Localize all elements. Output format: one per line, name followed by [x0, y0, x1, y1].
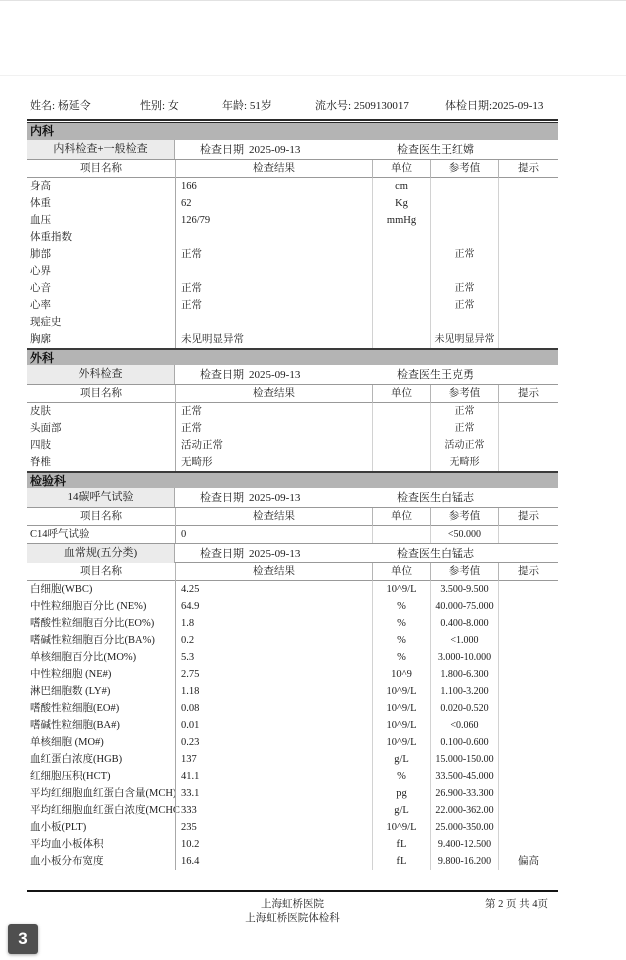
- patient-gender: 性别: 女: [140, 100, 179, 112]
- row-hint: [498, 297, 558, 314]
- row-result: [175, 263, 372, 280]
- section-title: 内科: [30, 124, 55, 138]
- row-hint: [498, 331, 558, 348]
- hospital-department: 上海虹桥医院体检科: [245, 913, 340, 924]
- subsection-meta-right: [175, 488, 558, 507]
- table-row: [27, 598, 558, 615]
- row-result: 正常: [175, 280, 372, 297]
- patient-serial-number: 流水号: 2509130017: [315, 100, 409, 112]
- row-item-name: 四肢: [30, 440, 51, 451]
- exam-date-value: 2025-09-13: [249, 369, 301, 381]
- column-header-item: 项目名称: [80, 566, 122, 577]
- row-item-name: 头面部: [30, 423, 62, 434]
- column-header-reference: 参考值: [430, 508, 498, 526]
- table-row: [27, 785, 558, 802]
- row-hint: [498, 420, 558, 437]
- table-row: [27, 195, 558, 212]
- row-hint: [498, 768, 558, 785]
- section-title: 外科: [30, 351, 55, 365]
- page-top-edge: [0, 0, 626, 1]
- exam-subsection: [27, 365, 558, 471]
- row-hint: [498, 666, 558, 683]
- table-row: [27, 734, 558, 751]
- page-number-text: 第 2 页 共 4页: [485, 899, 548, 910]
- table-row: [27, 178, 558, 195]
- row-hint: [498, 785, 558, 802]
- section-title-bar: [27, 471, 558, 488]
- row-hint: [498, 263, 558, 280]
- exam-subsection: [27, 543, 558, 870]
- row-result: 0: [175, 526, 372, 543]
- subsection-name: 内科检查+一般检查: [27, 140, 175, 159]
- row-hint: [498, 178, 558, 195]
- row-item-name: 白细胞(WBC): [30, 584, 93, 595]
- row-unit: 10^9/L: [372, 683, 430, 700]
- row-unit: [372, 263, 430, 280]
- row-hint: [498, 598, 558, 615]
- table-column-headers: [27, 385, 558, 403]
- column-header-reference: 参考值: [430, 563, 498, 581]
- row-result: 4.25: [175, 581, 372, 598]
- row-item-name: 心音: [30, 283, 51, 294]
- row-reference-value: 正常: [430, 297, 498, 314]
- row-item-name: 淋巴细胞数 (LY#): [30, 686, 111, 697]
- row-result: 166: [175, 178, 372, 195]
- row-reference-value: 活动正常: [430, 437, 498, 454]
- patient-info-row: [27, 95, 558, 117]
- exam-date-label: 检查日期: [200, 548, 244, 560]
- row-result: [175, 229, 372, 246]
- doctor-name: 王克勇: [441, 369, 474, 381]
- subsection-meta-right: [175, 140, 558, 159]
- row-item-name: 平均红细胞血红蛋白浓度(MCHC: [30, 805, 180, 816]
- row-reference-value: [430, 178, 498, 195]
- row-item-name: 嗜碱性粒细胞(BA#): [30, 720, 120, 731]
- column-header-unit: 单位: [372, 160, 430, 178]
- column-header-hint: 提示: [498, 160, 558, 178]
- doctor-name: 白锰志: [441, 492, 474, 504]
- row-item-name: 血压: [30, 215, 51, 226]
- column-header-item: 项目名称: [80, 388, 122, 399]
- subsection-meta-row: [27, 365, 558, 385]
- row-result: 未见明显异常: [175, 331, 372, 348]
- table-row: [27, 802, 558, 819]
- row-reference-value: <0.060: [430, 717, 498, 734]
- patient-name: 姓名: 杨延令: [30, 100, 91, 112]
- row-unit: g/L: [372, 751, 430, 768]
- column-header-hint: 提示: [498, 385, 558, 403]
- row-unit: [372, 331, 430, 348]
- row-reference-value: 3.000-10.000: [430, 649, 498, 666]
- row-unit: [372, 246, 430, 263]
- row-item-name: C14呼气试验: [30, 529, 90, 540]
- row-item-name: 嗜酸性粒细胞(EO#): [30, 703, 120, 714]
- row-result: 126/79: [175, 212, 372, 229]
- row-result: 333: [175, 802, 372, 819]
- row-unit: 10^9/L: [372, 717, 430, 734]
- patient-age: 年龄: 51岁: [222, 100, 272, 112]
- row-result: 16.4: [175, 853, 372, 870]
- row-item-name: 单核细胞百分比(MO%): [30, 652, 137, 663]
- table-row: [27, 314, 558, 331]
- row-reference-value: [430, 229, 498, 246]
- row-hint: [498, 649, 558, 666]
- row-unit: cm: [372, 178, 430, 195]
- row-unit: 10^9/L: [372, 581, 430, 598]
- row-result: 正常: [175, 246, 372, 263]
- row-reference-value: 3.500-9.500: [430, 581, 498, 598]
- table-column-headers: [27, 160, 558, 178]
- row-item-name: 皮肤: [30, 406, 51, 417]
- table-row: [27, 615, 558, 632]
- exam-date-value: 2025-09-13: [249, 548, 301, 560]
- row-unit: [372, 420, 430, 437]
- row-item-name: 体重指数: [30, 232, 72, 243]
- row-hint: [498, 229, 558, 246]
- table-row: [27, 454, 558, 471]
- table-row: [27, 437, 558, 454]
- table-row: [27, 683, 558, 700]
- row-item-name: 血小板分布宽度: [30, 856, 104, 867]
- row-unit: 10^9/L: [372, 700, 430, 717]
- row-result: 0.01: [175, 717, 372, 734]
- subsection-meta-row: [27, 543, 558, 563]
- row-reference-value: [430, 263, 498, 280]
- table-row: [27, 331, 558, 348]
- table-row: [27, 297, 558, 314]
- row-unit: Kg: [372, 195, 430, 212]
- row-reference-value: 未见明显异常: [430, 331, 498, 348]
- row-result: 0.23: [175, 734, 372, 751]
- row-hint: [498, 437, 558, 454]
- row-reference-value: [430, 212, 498, 229]
- page-number-badge[interactable]: 3: [8, 924, 38, 954]
- exam-subsection: [27, 140, 558, 348]
- row-reference-value: 26.900-33.300: [430, 785, 498, 802]
- row-reference-value: 15.000-150.00: [430, 751, 498, 768]
- column-header-reference: 参考值: [430, 385, 498, 403]
- table-row: [27, 836, 558, 853]
- row-unit: 10^9: [372, 666, 430, 683]
- table-row: [27, 666, 558, 683]
- table-row: [27, 819, 558, 836]
- row-unit: [372, 229, 430, 246]
- row-reference-value: 40.000-75.000: [430, 598, 498, 615]
- row-hint: [498, 195, 558, 212]
- row-result: 1.8: [175, 615, 372, 632]
- row-result: 正常: [175, 403, 372, 420]
- table-row: [27, 751, 558, 768]
- row-unit: %: [372, 649, 430, 666]
- subsection-name: 外科检查: [27, 365, 175, 384]
- column-header-result: 检查结果: [175, 563, 372, 581]
- row-hint: [498, 212, 558, 229]
- row-reference-value: 9.800-16.200: [430, 853, 498, 870]
- column-header-item: 项目名称: [80, 163, 122, 174]
- row-item-name: 中性粒细胞 (NE#): [30, 669, 112, 680]
- table-row: [27, 632, 558, 649]
- row-unit: fL: [372, 853, 430, 870]
- row-reference-value: 0.100-0.600: [430, 734, 498, 751]
- row-result: [175, 314, 372, 331]
- row-unit: %: [372, 615, 430, 632]
- subsection-name: 14碳呼气试验: [27, 488, 175, 507]
- exam-date-value: 2025-09-13: [249, 492, 301, 504]
- row-unit: %: [372, 598, 430, 615]
- row-hint: [498, 280, 558, 297]
- page-footer: [27, 892, 558, 932]
- row-result: 62: [175, 195, 372, 212]
- row-reference-value: 1.100-3.200: [430, 683, 498, 700]
- row-reference-value: 正常: [430, 246, 498, 263]
- column-header-result: 检查结果: [175, 385, 372, 403]
- row-reference-value: 22.000-362.00: [430, 802, 498, 819]
- row-reference-value: 9.400-12.500: [430, 836, 498, 853]
- row-reference-value: 25.000-350.00: [430, 819, 498, 836]
- exam-date-label: 检查日期: [200, 492, 244, 504]
- row-unit: [372, 280, 430, 297]
- report-section: [27, 123, 558, 348]
- subsection-meta-right: [175, 365, 558, 384]
- row-item-name: 体重: [30, 198, 51, 209]
- column-header-hint: 提示: [498, 508, 558, 526]
- table-row: [27, 403, 558, 420]
- row-hint: [498, 581, 558, 598]
- exam-date: 体检日期:2025-09-13: [445, 100, 544, 112]
- row-reference-value: [430, 195, 498, 212]
- row-reference-value: <50.000: [430, 526, 498, 543]
- row-item-name: 血红蛋白浓度(HGB): [30, 754, 123, 765]
- row-item-name: 血小板(PLT): [30, 822, 87, 833]
- row-hint: [498, 683, 558, 700]
- row-hint: [498, 314, 558, 331]
- row-reference-value: [430, 314, 498, 331]
- row-result: 235: [175, 819, 372, 836]
- row-hint: 偏高: [498, 853, 558, 870]
- table-row: [27, 649, 558, 666]
- column-header-unit: 单位: [372, 563, 430, 581]
- table-row: [27, 768, 558, 785]
- row-reference-value: 1.800-6.300: [430, 666, 498, 683]
- row-reference-value: 0.020-0.520: [430, 700, 498, 717]
- hospital-name: 上海虹桥医院: [261, 899, 324, 910]
- exam-date-value: 2025-09-13: [249, 144, 301, 156]
- row-unit: 10^9/L: [372, 734, 430, 751]
- subsection-meta-row: [27, 140, 558, 160]
- report-document: [27, 95, 558, 932]
- column-header-item: 项目名称: [80, 511, 122, 522]
- section-title: 检验科: [30, 474, 67, 488]
- row-unit: %: [372, 632, 430, 649]
- row-hint: [498, 751, 558, 768]
- table-row: [27, 263, 558, 280]
- report-sections: [27, 123, 558, 870]
- subsection-name: 血常规(五分类): [27, 544, 175, 563]
- row-item-name: 肺部: [30, 249, 51, 260]
- doctor-label: 检查医生: [397, 492, 441, 504]
- table-row: [27, 853, 558, 870]
- row-unit: [372, 314, 430, 331]
- row-result: 64.9: [175, 598, 372, 615]
- row-result: 无畸形: [175, 454, 372, 471]
- row-item-name: 平均红细胞血红蛋白含量(MCH): [30, 788, 177, 799]
- row-item-name: 心界: [30, 266, 51, 277]
- report-section: [27, 348, 558, 471]
- column-header-hint: 提示: [498, 563, 558, 581]
- row-reference-value: 正常: [430, 420, 498, 437]
- doctor-name: 白锰志: [441, 548, 474, 560]
- doctor-label: 检查医生: [397, 369, 441, 381]
- row-hint: [498, 836, 558, 853]
- row-item-name: 嗜碱性粒细胞百分比(BA%): [30, 635, 155, 646]
- row-result: 0.08: [175, 700, 372, 717]
- row-unit: [372, 403, 430, 420]
- table-row: [27, 420, 558, 437]
- row-result: 137: [175, 751, 372, 768]
- row-hint: [498, 717, 558, 734]
- row-hint: [498, 700, 558, 717]
- table-row: [27, 717, 558, 734]
- row-item-name: 胸廓: [30, 334, 51, 345]
- column-header-unit: 单位: [372, 508, 430, 526]
- doctor-name: 王红嫦: [441, 144, 474, 156]
- row-result: 正常: [175, 297, 372, 314]
- row-item-name: 红细胞压积(HCT): [30, 771, 111, 782]
- row-unit: [372, 297, 430, 314]
- row-item-name: 现症史: [30, 317, 62, 328]
- column-header-unit: 单位: [372, 385, 430, 403]
- row-unit: [372, 526, 430, 543]
- row-unit: fL: [372, 836, 430, 853]
- row-hint: [498, 615, 558, 632]
- subsection-meta-right: [175, 544, 558, 563]
- table-row: [27, 581, 558, 598]
- row-hint: [498, 454, 558, 471]
- row-unit: mmHg: [372, 212, 430, 229]
- row-unit: [372, 454, 430, 471]
- doctor-label: 检查医生: [397, 144, 441, 156]
- section-title-bar: [27, 123, 558, 140]
- table-column-headers: [27, 508, 558, 526]
- row-item-name: 身高: [30, 181, 51, 192]
- table-row: [27, 526, 558, 543]
- row-item-name: 中性粒细胞百分比 (NE%): [30, 601, 147, 612]
- row-reference-value: 0.400-8.000: [430, 615, 498, 632]
- column-header-reference: 参考值: [430, 160, 498, 178]
- table-row: [27, 700, 558, 717]
- section-title-bar: [27, 348, 558, 365]
- hospital-name-block: [27, 898, 558, 926]
- row-hint: [498, 734, 558, 751]
- doctor-label: 检查医生: [397, 548, 441, 560]
- column-header-result: 检查结果: [175, 508, 372, 526]
- row-unit: %: [372, 768, 430, 785]
- page-separator-line: [0, 75, 626, 76]
- exam-subsection: [27, 488, 558, 543]
- row-reference-value: <1.000: [430, 632, 498, 649]
- row-hint: [498, 526, 558, 543]
- row-result: 5.3: [175, 649, 372, 666]
- row-result: 0.2: [175, 632, 372, 649]
- row-item-name: 平均血小板体积: [30, 839, 104, 850]
- row-result: 2.75: [175, 666, 372, 683]
- row-hint: [498, 802, 558, 819]
- table-row: [27, 246, 558, 263]
- row-unit: [372, 437, 430, 454]
- row-result: 33.1: [175, 785, 372, 802]
- row-reference-value: 正常: [430, 403, 498, 420]
- row-result: 1.18: [175, 683, 372, 700]
- column-header-result: 检查结果: [175, 160, 372, 178]
- row-hint: [498, 632, 558, 649]
- row-unit: 10^9/L: [372, 819, 430, 836]
- exam-date-label: 检查日期: [200, 369, 244, 381]
- row-result: 活动正常: [175, 437, 372, 454]
- row-unit: g/L: [372, 802, 430, 819]
- row-reference-value: 无畸形: [430, 454, 498, 471]
- subsection-meta-row: [27, 488, 558, 508]
- row-reference-value: 正常: [430, 280, 498, 297]
- table-column-headers: [27, 563, 558, 581]
- row-item-name: 单核细胞 (MO#): [30, 737, 104, 748]
- table-row: [27, 280, 558, 297]
- row-unit: pg: [372, 785, 430, 802]
- table-row: [27, 229, 558, 246]
- exam-date-label: 检查日期: [200, 144, 244, 156]
- row-item-name: 嗜酸性粒细胞百分比(EO%): [30, 618, 155, 629]
- row-result: 10.2: [175, 836, 372, 853]
- row-item-name: 脊椎: [30, 457, 51, 468]
- row-result: 41.1: [175, 768, 372, 785]
- row-reference-value: 33.500-45.000: [430, 768, 498, 785]
- row-hint: [498, 246, 558, 263]
- row-hint: [498, 403, 558, 420]
- table-row: [27, 212, 558, 229]
- row-result: 正常: [175, 420, 372, 437]
- report-section: [27, 471, 558, 870]
- row-hint: [498, 819, 558, 836]
- row-item-name: 心率: [30, 300, 51, 311]
